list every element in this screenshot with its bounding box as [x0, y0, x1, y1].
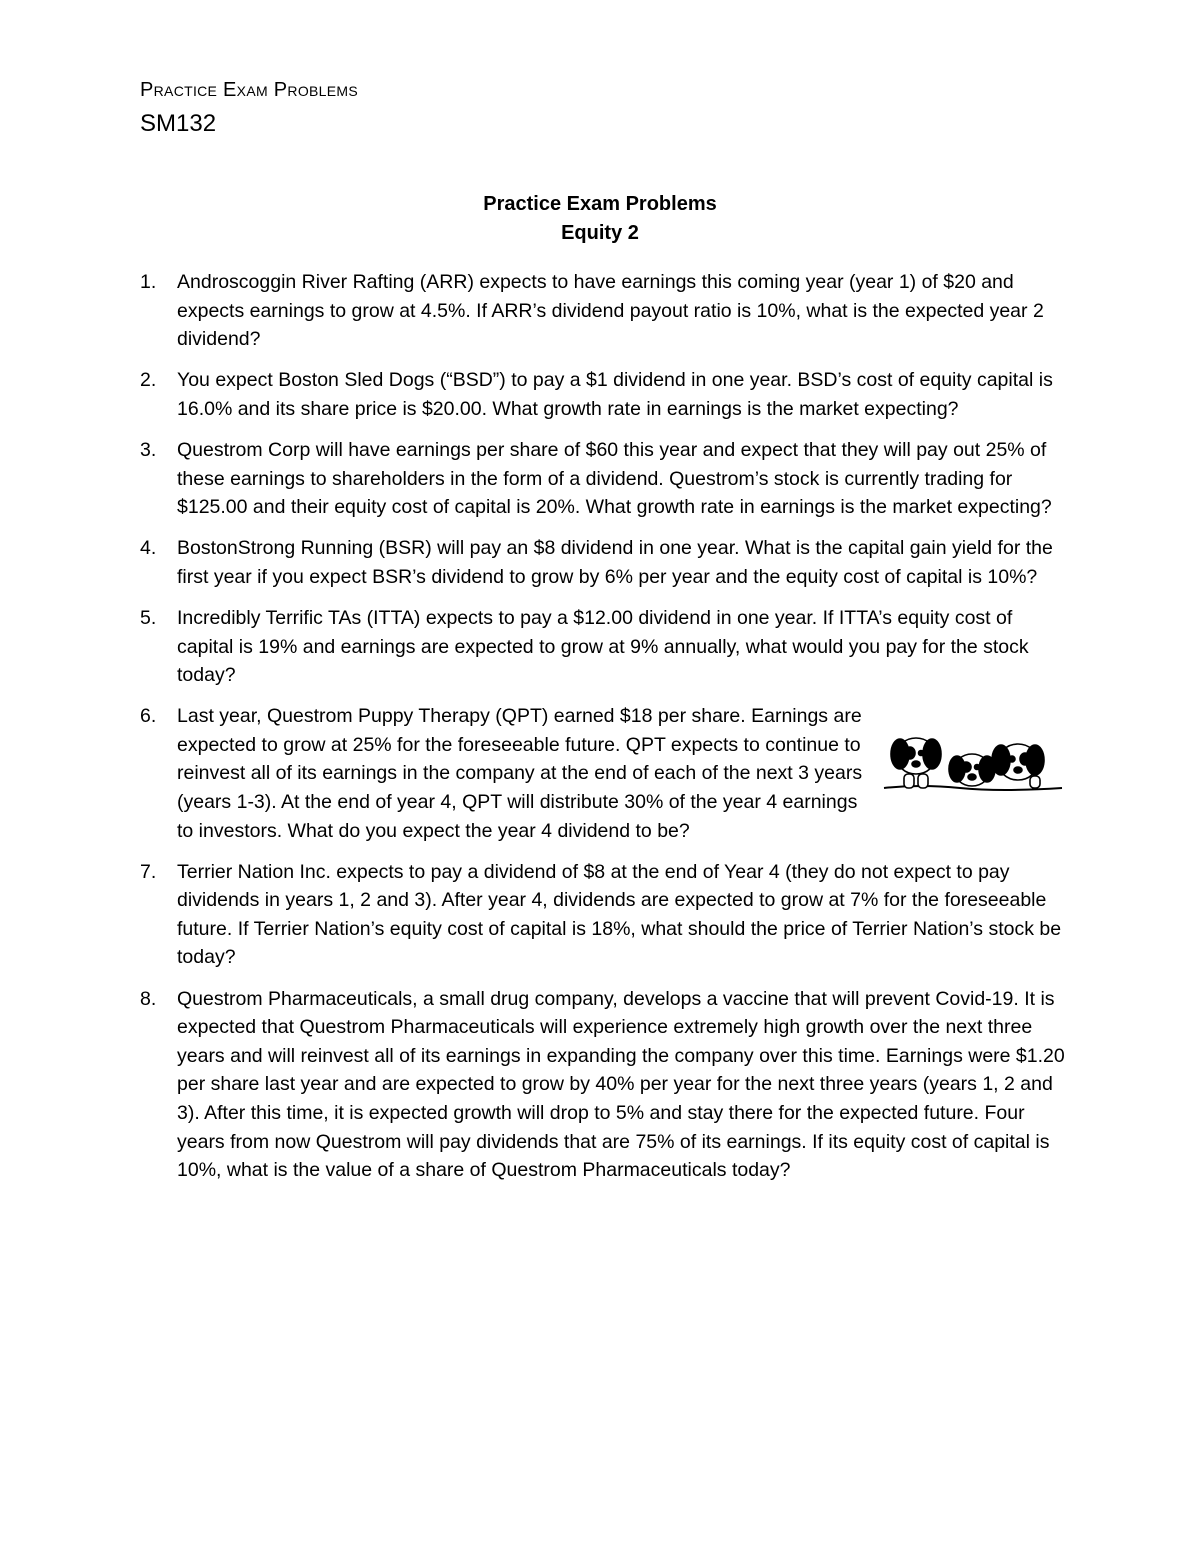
problem-number: 3. — [140, 438, 157, 461]
problem-number: 1. — [140, 271, 157, 293]
page-header — [140, 76, 358, 140]
problem-text: Last year, Questrom Puppy Therapy (QPT) earned $18 per share. Earnings are expected to grow at 25% for the foreseeable future. QPT expects to continue to reinvest all of its earnings in the company at the end of each of the next 3 years (years 1-3). At the end of year 4, QPT will distribute 30% of the year 4 earnings to investors. What do you expect the year 4 dividend to be? — [177, 705, 863, 842]
problem-item — [140, 366, 1065, 423]
problem-text: Androscoggin River Rafting (ARR) expects to have earnings this coming year (year 1) of $20 and expects earnings to grow at 4.5%. If ARR’s dividend payout ratio is 10%, what is the expected year 2 dividend? — [177, 271, 1044, 351]
problem-text: BostonStrong Running (BSR) will pay an $8 dividend in one year. What is the capital gain yield for the first year if you expect BSR’s dividend to grow by 6% per year and the equity cost of capital is 10%? — [177, 537, 1053, 588]
problem-number: 4. — [140, 537, 157, 560]
problem-number: 8. — [140, 987, 157, 1010]
problem-item — [140, 268, 1065, 354]
problem-item — [140, 436, 1065, 522]
course-code: SM132 — [140, 110, 217, 137]
problem-number: 2. — [140, 369, 157, 392]
header-title: Practice Exam Problems — [140, 79, 358, 101]
problem-item — [140, 985, 1065, 1185]
puppy-middle — [949, 754, 995, 786]
problem-item — [140, 858, 1065, 972]
problem-number: 6. — [140, 705, 157, 728]
puppies-illustration — [880, 726, 1065, 806]
puppy-left — [891, 738, 941, 788]
problem-text: Questrom Corp will have earnings per share of $60 this year and expect that they will pay out 25% of these earnings to shareholders in the form of a dividend. Questrom’s stock is currently trading for $125.00 and their equity cost of capital is 20%. What growth rate in earnings is the market expecting? — [177, 438, 1052, 519]
problem-text: Terrier Nation Inc. expects to pay a dividend of $8 at the end of Year 4 (they do not expect to pay dividends in years 1, 2 and 3). After year 4, dividends are expected to grow at 7% for the foreseeable future. If Terrier Nation’s equity cost of capital is 18%, what should the price of Terrier Nation’s stock be today? — [177, 860, 1062, 969]
problem-item — [140, 604, 1065, 690]
puppy-right — [992, 744, 1044, 788]
puppies-icon — [880, 726, 1065, 806]
title-line-2: Equity 2 — [561, 222, 639, 244]
problem-item — [140, 702, 1065, 845]
problem-number: 5. — [140, 606, 157, 629]
problem-number: 7. — [140, 860, 157, 883]
problem-text: You expect Boston Sled Dogs (“BSD”) to pay a $1 dividend in one year. BSD’s cost of equity capital is 16.0% and its share price is $20.00. What growth rate in earnings is the market expecting? — [177, 369, 1053, 420]
problem-text: Questrom Pharmaceuticals, a small drug company, develops a vaccine that will prevent Covid-19. It is expected that Questrom Pharmaceuticals will experience extremely high growth over the next three years and will reinvest all of its earnings in expanding the company over this time. Earnings were $1.20 per share last year and are expected to grow by 40% per year for the next three years (years 1, 2 and 3). After this time, it is expected growth will drop to 5% and stay there for the expected future. Four years from now Questrom will pay dividends that are 75% of its earnings. If its equity cost of capital is 10%, what is the value of a share of Questrom Pharmaceuticals today? — [177, 987, 1065, 1182]
problem-item — [140, 534, 1065, 591]
document-title — [0, 190, 1200, 248]
problem-text: Incredibly Terrific TAs (ITTA) expects to pay a $12.00 dividend in one year. If ITTA’s equity cost of capital is 19% and earnings are expected to grow at 9% annually, what would you pay for the stock today? — [177, 606, 1029, 687]
title-line-1: Practice Exam Problems — [483, 193, 717, 215]
problem-list — [140, 268, 1065, 1197]
